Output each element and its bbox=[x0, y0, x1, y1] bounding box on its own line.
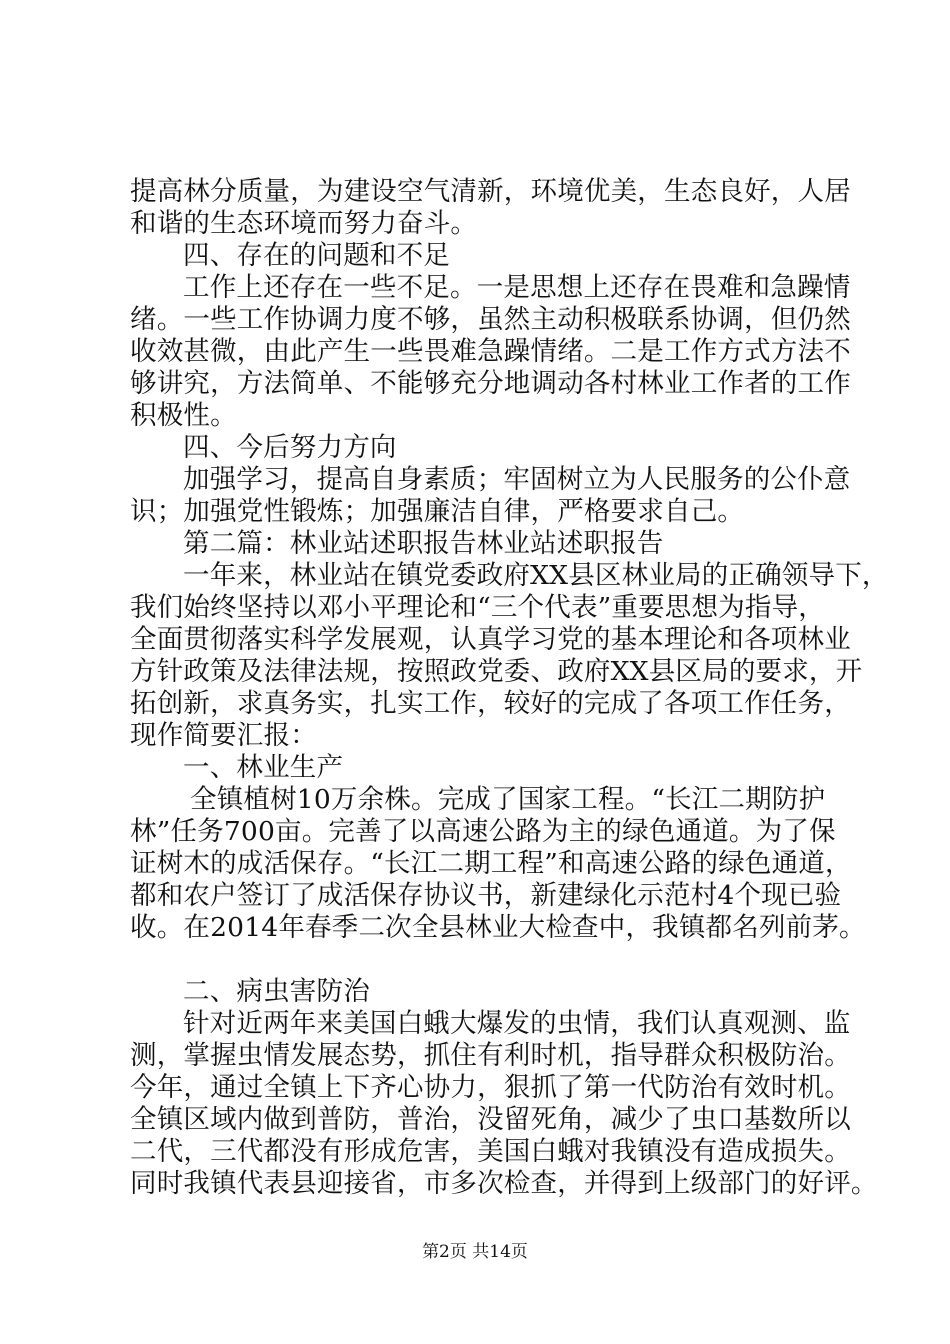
text-line: 拓创新，求真务实，扎实工作，较好的完成了各项工作任务， bbox=[130, 688, 851, 719]
text-line: 收。在2014年春季二次全县林业大检查中，我镇都名列前茅。 bbox=[130, 912, 866, 943]
text-line: 全镇植树10万余株。完成了国家工程。“长江二期防护 bbox=[190, 784, 826, 815]
text-line: 积极性。 bbox=[130, 400, 237, 431]
text-line: 方针政策及法律法规，按照政党委、政府XX县区局的要求，开 bbox=[130, 656, 863, 687]
text-line: 针对近两年来美国白蛾大爆发的虫情，我们认真观测、监 bbox=[183, 1008, 851, 1039]
section-heading: 二、病虫害防治 bbox=[183, 976, 370, 1007]
text-line: 提高林分质量，为建设空气清新，环境优美，生态良好，人居 bbox=[130, 176, 851, 207]
text-line: 都和农户签订了成活保存协议书，新建绿化示范村4个现已验 bbox=[130, 880, 842, 911]
text-line: 绪。一些工作协调力度不够，虽然主动积极联系协调，但仍然 bbox=[130, 304, 851, 335]
text-line: 二代，三代都没有形成危害，美国白蛾对我镇没有造成损失。 bbox=[130, 1136, 851, 1167]
section-heading: 一、林业生产 bbox=[183, 752, 344, 783]
text-line: 收效甚微，由此产生一些畏难急躁情绪。二是工作方式方法不 bbox=[130, 336, 851, 367]
text-line: 工作上还存在一些不足。一是思想上还存在畏难和急躁情 bbox=[183, 272, 851, 303]
section-heading: 四、今后努力方向 bbox=[183, 432, 397, 463]
text-line: 今年，通过全镇上下齐心协力，狠抓了第一代防治有效时机。 bbox=[130, 1072, 851, 1103]
text-line: 全面贯彻落实科学发展观，认真学习党的基本理论和各项林业 bbox=[130, 624, 851, 655]
text-line: 同时我镇代表县迎接省，市多次检查，并得到上级部门的好评。 bbox=[130, 1168, 878, 1199]
text-line: 和谐的生态环境而努力奋斗。 bbox=[130, 208, 478, 239]
text-line: 全镇区域内做到普防，普治，没留死角，减少了虫口基数所以 bbox=[130, 1104, 851, 1135]
text-line: 证树木的成活保存。“长江二期工程”和高速公路的绿色通道， bbox=[130, 848, 852, 879]
section-heading: 四、存在的问题和不足 bbox=[183, 240, 450, 271]
text-line: 够讲究，方法简单、不能够充分地调动各村林业工作者的工作 bbox=[130, 368, 851, 399]
page-footer: 第2页 共14页 bbox=[422, 1242, 528, 1262]
text-line: 一年来，林业站在镇党委政府XX县区林业局的正确领导下， bbox=[183, 560, 889, 591]
text-line: 测，掌握虫情发展态势，抓住有利时机，指导群众积极防治。 bbox=[130, 1040, 851, 1071]
text-line: 加强学习，提高自身素质；牢固树立为人民服务的公仆意 bbox=[183, 464, 851, 495]
text-line: 我们始终坚持以邓小平理论和“三个代表”重要思想为指导， bbox=[130, 592, 825, 623]
text-line: 林”任务700亩。完善了以高速公路为主的绿色通道。为了保 bbox=[130, 816, 836, 847]
text-line: 识；加强党性锻炼；加强廉洁自律，严格要求自己。 bbox=[130, 496, 745, 527]
chapter-heading: 第二篇：林业站述职报告林业站述职报告 bbox=[183, 528, 664, 559]
text-line: 现作简要汇报： bbox=[130, 720, 317, 751]
